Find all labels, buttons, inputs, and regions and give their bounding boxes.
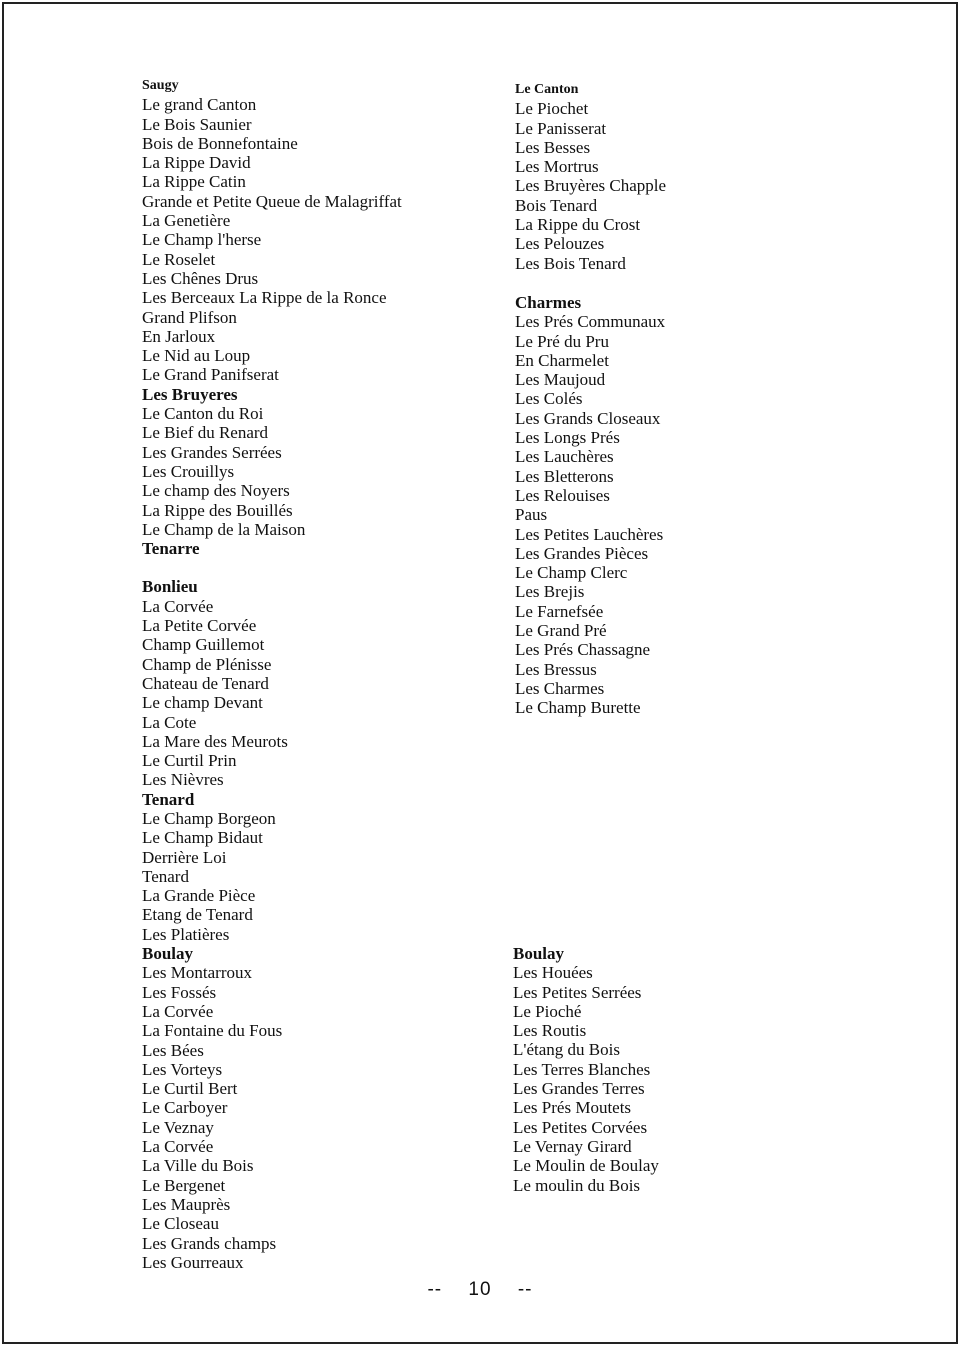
section-heading-bonlieu: Bonlieu: [142, 577, 198, 597]
list-item: En Jarloux: [142, 326, 216, 346]
list-item: La Corvée: [142, 1137, 214, 1157]
list-boulay-left: [142, 963, 472, 1272]
list-item: Les Gourreaux: [142, 1252, 244, 1272]
list-item: La Rippe du Crost: [515, 215, 641, 235]
section-heading-charmes: Charmes: [515, 292, 582, 312]
spacer: [142, 558, 472, 577]
list-item: Les Vorteys: [142, 1059, 223, 1079]
list-item: Les Brejis: [515, 582, 585, 602]
list-item: L'étang du Bois: [513, 1040, 620, 1060]
list-item: Les Bressus: [515, 659, 597, 679]
list-item: Le moulin du Bois: [513, 1175, 641, 1195]
list-item: Les Grandes Pièces: [515, 543, 649, 563]
list-item: Le Vernay Girard: [513, 1136, 632, 1156]
section-heading-boulay-right: Boulay: [513, 944, 565, 963]
list-item: La Corvée: [142, 1001, 214, 1021]
list-item: Le grand Canton: [142, 95, 257, 115]
list-item: Les Petites Lauchères: [515, 524, 664, 544]
list-item: Le Bois Saunier: [142, 114, 252, 134]
list-item: Le Curtil Prin: [142, 751, 237, 771]
list-item: La Petite Corvée: [142, 616, 257, 636]
section-heading-bruyeres: Les Bruyeres: [142, 384, 238, 404]
list-item: Le Moulin de Boulay: [513, 1156, 659, 1176]
list-item: Le Bergenet: [142, 1175, 226, 1195]
list-item: Les Houées: [513, 963, 593, 983]
list-saugy: [142, 95, 472, 384]
list-item: Les Petites Serrées: [513, 982, 642, 1002]
list-item: Les Berceaux La Rippe de la Ronce: [142, 288, 387, 308]
list-charmes: [515, 312, 845, 717]
list-item: Les Mortrus: [515, 157, 599, 177]
list-item: Le Carboyer: [142, 1098, 228, 1118]
list-item: La Mare des Meurots: [142, 731, 288, 751]
list-item: Les Bletterons: [515, 466, 614, 486]
list-item: Le Closeau: [142, 1214, 219, 1234]
list-item: Le Champ Bidaut: [142, 828, 263, 848]
list-item: Le Champ Burette: [515, 698, 641, 718]
list-item: Les Petites Corvées: [513, 1117, 648, 1137]
list-item: La Cote: [142, 712, 197, 732]
list-item: Les Lauchères: [515, 447, 614, 467]
list-item: Les Nièvres: [142, 770, 224, 790]
list-item: Le Roselet: [142, 249, 216, 269]
list-item: Grande et Petite Queue de Malagriffat: [142, 191, 402, 211]
list-item: Les Montarroux: [142, 963, 253, 983]
list-item: Les Crouillys: [142, 461, 235, 481]
section-heading-canton: Le Canton: [515, 82, 579, 97]
list-item: Le Veznay: [142, 1117, 214, 1137]
list-item: Chateau de Tenard: [142, 673, 269, 693]
list-item: La Genetière: [142, 211, 231, 231]
list-item: La Grande Pièce: [142, 886, 256, 906]
list-item: La Corvée: [142, 596, 214, 616]
list-item: Les Bois Tenard: [515, 253, 626, 273]
list-item: La Rippe Catin: [142, 172, 246, 192]
page-footer: [4, 1279, 956, 1301]
list-item: La Rippe David: [142, 153, 251, 173]
list-item: Les Fossés: [142, 982, 217, 1002]
list-item: Les Maujoud: [515, 370, 606, 390]
list-item: Les Bruyères Chapple: [515, 176, 667, 196]
list-item: Les Terres Blanches: [513, 1059, 651, 1079]
list-item: Le Champ de la Maison: [142, 519, 306, 539]
list-item: Les Prés Chassagne: [515, 640, 651, 660]
list-item: Les Colés: [515, 389, 583, 409]
list-item: Les Mauprès: [142, 1194, 231, 1214]
list-item: Les Platières: [142, 924, 230, 944]
list-item: Le champ Devant: [142, 693, 263, 713]
list-item: Les Grandes Serrées: [142, 442, 282, 462]
list-item: Le Farnefsée: [515, 601, 604, 621]
list-item: Tenard: [142, 866, 189, 886]
list-item: Les Grandes Terres: [513, 1079, 645, 1099]
list-item: Les Chênes Drus: [142, 268, 259, 288]
list-tenard: [142, 809, 472, 944]
list-item: Le Bief du Renard: [142, 423, 269, 443]
list-item: Etang de Tenard: [142, 905, 253, 925]
list-item: Le Piochet: [515, 99, 589, 119]
list-item: Bois Tenard: [515, 195, 598, 215]
footer-dash-left: --: [427, 1279, 443, 1300]
list-item: Le Pré du Pru: [515, 331, 609, 351]
list-item: Les Prés Moutets: [513, 1098, 632, 1118]
list-item: Les Grands champs: [142, 1233, 277, 1253]
list-item: Le Champ l'herse: [142, 230, 262, 250]
list-canton: [515, 99, 845, 273]
list-item: Le Champ Clerc: [515, 563, 628, 583]
right-column-lower: [513, 944, 843, 1195]
section-heading-boulay-left: Boulay: [142, 944, 194, 964]
list-item: La Rippe des Bouillés: [142, 500, 293, 520]
list-item: Le Nid au Loup: [142, 346, 251, 366]
list-item: Les Pelouzes: [515, 234, 605, 254]
list-item: Les Prés Communaux: [515, 312, 666, 332]
list-item: Le Grand Pré: [515, 621, 607, 641]
list-item: Le Panisserat: [515, 118, 607, 138]
list-item: Les Routis: [513, 1021, 587, 1041]
list-item: Les Bées: [142, 1040, 204, 1060]
list-item: La Ville du Bois: [142, 1156, 254, 1176]
left-column: [142, 76, 472, 1272]
list-item: Les Charmes: [515, 678, 605, 698]
list-item: Le Champ Borgeon: [142, 808, 276, 828]
list-item: Les Besses: [515, 137, 591, 157]
list-bonlieu: [142, 597, 472, 790]
list-item: Le Grand Panifserat: [142, 365, 279, 385]
list-item: Les Relouises: [515, 485, 610, 505]
list-boulay-right: [513, 963, 843, 1195]
footer-dash-right: --: [517, 1279, 533, 1300]
list-item: Champ Guillemot: [142, 635, 265, 655]
list-item: La Fontaine du Fous: [142, 1021, 283, 1041]
list-item: En Charmelet: [515, 350, 609, 370]
list-item: Derrière Loi: [142, 847, 227, 867]
right-column: [515, 80, 845, 718]
spacer: [515, 273, 845, 293]
list-item: Grand Plifson: [142, 307, 237, 327]
list-item: Le Pioché: [513, 1001, 582, 1021]
list-bruyeres: [142, 404, 472, 539]
list-item: Champ de Plénisse: [142, 654, 272, 674]
list-item: Le Curtil Bert: [142, 1079, 238, 1099]
list-item: Paus: [515, 505, 548, 525]
list-item: Les Longs Prés: [515, 428, 620, 448]
section-heading-tenard: Tenard: [142, 789, 195, 809]
document-page: [2, 2, 958, 1344]
page-number: 10: [468, 1279, 492, 1300]
section-heading-saugy: Saugy: [142, 78, 179, 93]
list-item: Le champ des Noyers: [142, 481, 290, 501]
list-item: Bois de Bonnefontaine: [142, 133, 298, 153]
list-item: Les Grands Closeaux: [515, 408, 661, 428]
section-heading-tenarre: Tenarre: [142, 539, 200, 559]
list-item: Le Canton du Roi: [142, 404, 264, 424]
